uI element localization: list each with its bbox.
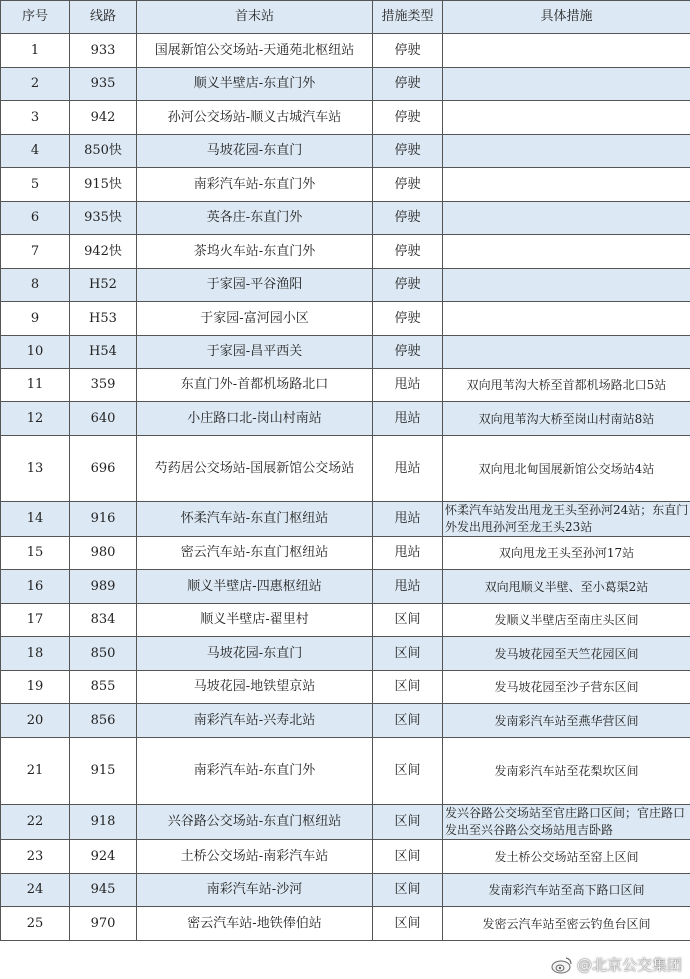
cell-stations: 南彩汽车站-东直门外 [137,168,373,202]
cell-type: 停驶 [373,269,443,302]
cell-no: 11 [1,369,70,402]
cell-detail: 发马坡花园至天竺花园区间 [443,637,690,671]
cell-detail: 发密云汽车站至密云钓鱼台区间 [443,907,690,941]
cell-no: 16 [1,570,70,604]
weibo-logo-icon [551,956,573,974]
cell-line: 915快 [70,168,137,202]
cell-no: 1 [1,34,70,68]
cell-type: 甩站 [373,402,443,436]
cell-line: 856 [70,704,137,738]
cell-no: 13 [1,436,70,502]
cell-stations: 顺义半壁店-东直门外 [137,68,373,101]
cell-line: 942 [70,101,137,135]
cell-detail: 双向甩龙王头至孙河17站 [443,537,690,570]
cell-no: 14 [1,502,70,537]
cell-stations: 于家园-富河园小区 [137,302,373,336]
cell-type: 区间 [373,604,443,637]
cell-stations: 怀柔汽车站-东直门枢纽站 [137,502,373,537]
cell-stations: 南彩汽车站-沙河 [137,874,373,907]
table-row [1,671,690,704]
cell-stations: 于家园-昌平西关 [137,336,373,369]
table-row [1,874,690,907]
cell-stations: 东直门外-首都机场路北口 [137,369,373,402]
cell-detail [443,336,690,369]
table-row [1,336,690,369]
cell-stations: 英各庄-东直门外 [137,202,373,235]
cell-detail: 双向甩顺义半壁、至小葛渠2站 [443,570,690,604]
header-type: 措施类型 [373,1,443,34]
cell-stations: 孙河公交场站-顺义古城汽车站 [137,101,373,135]
cell-stations: 密云汽车站-地铁俸伯站 [137,907,373,941]
cell-detail [443,168,690,202]
cell-stations: 小庄路口北-岗山村南站 [137,402,373,436]
cell-stations: 马坡花园-东直门 [137,135,373,168]
cell-no: 10 [1,336,70,369]
cell-type: 甩站 [373,436,443,502]
cell-type: 停驶 [373,302,443,336]
cell-detail: 双向甩苇沟大桥至首都机场路北口5站 [443,369,690,402]
header-stations: 首末站 [137,1,373,34]
cell-no: 24 [1,874,70,907]
cell-detail: 发南彩汽车站至燕华营区间 [443,704,690,738]
cell-detail [443,34,690,68]
cell-type: 甩站 [373,502,443,537]
cell-type: 停驶 [373,135,443,168]
cell-line: 942快 [70,235,137,269]
cell-type: 停驶 [373,336,443,369]
cell-detail: 怀柔汽车站发出甩龙王头至孙河24站；东直门外发出甩孙河至龙王头23站 [443,502,690,537]
table-row [1,704,690,738]
cell-detail [443,302,690,336]
table-row [1,840,690,874]
cell-detail [443,101,690,135]
table-row [1,907,690,941]
cell-stations: 茶坞火车站-东直门外 [137,235,373,269]
cell-detail: 发南彩汽车站至高下路口区间 [443,874,690,907]
cell-stations: 国展新馆公交场站-天通苑北枢纽站 [137,34,373,68]
cell-type: 停驶 [373,101,443,135]
cell-detail [443,68,690,101]
cell-line: 850 [70,637,137,671]
cell-no: 17 [1,604,70,637]
cell-detail: 发南彩汽车站至花梨坎区间 [443,738,690,805]
table-row [1,738,690,805]
cell-line: 640 [70,402,137,436]
cell-type: 区间 [373,637,443,671]
cell-stations: 顺义半壁店-四惠枢纽站 [137,570,373,604]
cell-line: 918 [70,805,137,840]
cell-type: 区间 [373,907,443,941]
cell-line: 855 [70,671,137,704]
cell-no: 15 [1,537,70,570]
cell-line: 980 [70,537,137,570]
table-row [1,269,690,302]
cell-line: 850快 [70,135,137,168]
cell-stations: 马坡花园-地铁望京站 [137,671,373,704]
table-row [1,436,690,502]
table-row [1,101,690,135]
cell-detail: 发顺义半壁店至南庄头区间 [443,604,690,637]
cell-no: 22 [1,805,70,840]
cell-type: 停驶 [373,34,443,68]
cell-stations: 密云汽车站-东直门枢纽站 [137,537,373,570]
table-row [1,68,690,101]
cell-no: 23 [1,840,70,874]
cell-no: 21 [1,738,70,805]
table-row [1,168,690,202]
cell-no: 4 [1,135,70,168]
cell-type: 甩站 [373,369,443,402]
header-detail: 具体措施 [443,1,690,34]
cell-detail [443,135,690,168]
cell-no: 2 [1,68,70,101]
cell-no: 19 [1,671,70,704]
table-row [1,202,690,235]
cell-stations: 顺义半壁店-翟里村 [137,604,373,637]
cell-type: 区间 [373,805,443,840]
cell-line: 834 [70,604,137,637]
cell-line: 970 [70,907,137,941]
cell-type: 区间 [373,840,443,874]
table-row [1,570,690,604]
table-row [1,604,690,637]
cell-stations: 南彩汽车站-东直门外 [137,738,373,805]
table-row [1,537,690,570]
table-row [1,34,690,68]
cell-type: 停驶 [373,168,443,202]
cell-no: 25 [1,907,70,941]
table-row [1,302,690,336]
cell-stations: 于家园-平谷渔阳 [137,269,373,302]
cell-detail: 发土桥公交场站至窑上区间 [443,840,690,874]
header-line: 线路 [70,1,137,34]
cell-line: 359 [70,369,137,402]
header-no: 序号 [1,1,70,34]
cell-detail [443,235,690,269]
watermark-text: @北京公交集团 [576,956,682,974]
cell-no: 9 [1,302,70,336]
cell-detail [443,202,690,235]
cell-no: 7 [1,235,70,269]
cell-type: 停驶 [373,68,443,101]
cell-line: 933 [70,34,137,68]
table-row [1,235,690,269]
cell-stations: 土桥公交场站-南彩汽车站 [137,840,373,874]
cell-type: 甩站 [373,537,443,570]
cell-type: 区间 [373,704,443,738]
cell-line: H53 [70,302,137,336]
cell-no: 20 [1,704,70,738]
cell-line: 916 [70,502,137,537]
cell-detail: 双向甩苇沟大桥至岗山村南站8站 [443,402,690,436]
cell-line: 924 [70,840,137,874]
cell-no: 8 [1,269,70,302]
cell-stations: 兴谷路公交场站-东直门枢纽站 [137,805,373,840]
cell-stations: 芍药居公交场站-国展新馆公交场站 [137,436,373,502]
cell-type: 区间 [373,738,443,805]
cell-line: H52 [70,269,137,302]
cell-stations: 南彩汽车站-兴寿北站 [137,704,373,738]
table-row [1,135,690,168]
cell-line: 696 [70,436,137,502]
cell-no: 18 [1,637,70,671]
cell-detail: 双向甩北甸国展新馆公交场站4站 [443,436,690,502]
table-row [1,369,690,402]
cell-type: 停驶 [373,202,443,235]
cell-no: 12 [1,402,70,436]
table-row [1,402,690,436]
cell-type: 停驶 [373,235,443,269]
cell-no: 6 [1,202,70,235]
cell-type: 甩站 [373,570,443,604]
cell-line: 989 [70,570,137,604]
header-row [1,1,690,34]
table-row [1,502,690,537]
cell-type: 区间 [373,671,443,704]
cell-detail [443,269,690,302]
cell-line: 945 [70,874,137,907]
cell-line: 935 [70,68,137,101]
table-row [1,637,690,671]
cell-line: 935快 [70,202,137,235]
cell-line: H54 [70,336,137,369]
cell-line: 915 [70,738,137,805]
cell-detail: 发兴谷路公交场站至官庄路口区间；官庄路口发出至兴谷路公交场站甩吉卧路 [443,805,690,840]
cell-stations: 马坡花园-东直门 [137,637,373,671]
table-row [1,805,690,840]
cell-no: 3 [1,101,70,135]
cell-type: 区间 [373,874,443,907]
cell-detail: 发马坡花园至沙子营东区间 [443,671,690,704]
cell-no: 5 [1,168,70,202]
watermark [551,954,682,975]
